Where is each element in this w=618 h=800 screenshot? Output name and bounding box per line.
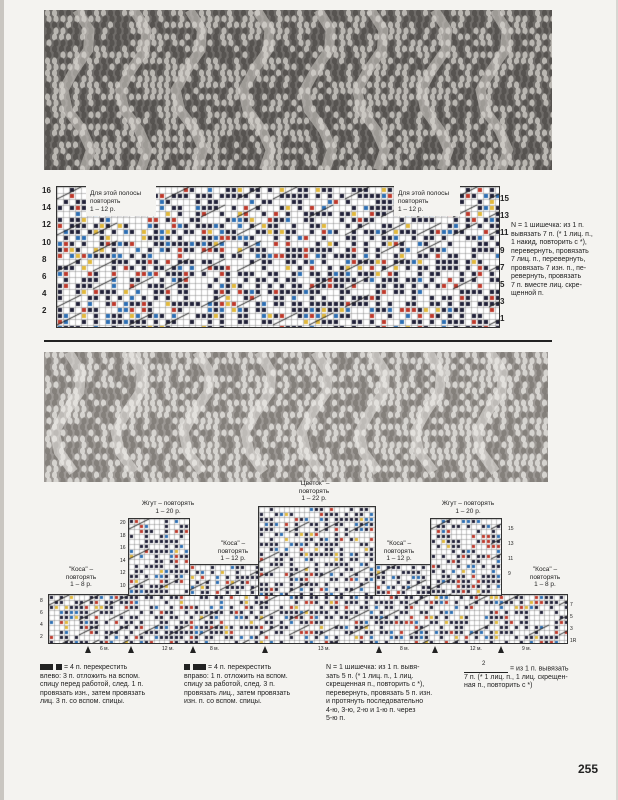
row-number: 9 xyxy=(500,245,505,255)
arrow-up-icon xyxy=(498,646,504,653)
width-mark: 9 м. xyxy=(522,646,531,652)
row-number: 11 xyxy=(500,228,509,238)
arrow-up-icon xyxy=(128,646,134,653)
row-number: 14 xyxy=(42,203,51,213)
legend-cross-right: = 4 п. перекрестить вправо: 1 п. отложить на вспом. спицу за работой, след. 3 п. провязать лиц., затем провязать изн. п. со вспом. спицы. xyxy=(184,664,291,705)
cross-left-symbol xyxy=(40,664,62,670)
label-kosa-2: "Коса" – повторять 1 – 12 р. xyxy=(383,540,415,562)
chart-main-kosa-2 xyxy=(375,564,431,596)
label-kosa-1: "Коса" – повторять 1 – 12 р. xyxy=(217,540,249,562)
row-number: 4 xyxy=(42,289,47,299)
legend-bobble: N = 1 шишечка: из 1 п. вывя- зать 5 п. (* 1 лиц. п., 1 лиц. скрещенная п., повторить с *), перевернуть, провязать 5 п. изн. и протянуть последовательно 4-ю, 3-ю, 2-ю и 1-ю п. через 5-ю п. xyxy=(326,664,433,722)
label-zhgut-left: Жгут – повторять 1 – 20 р. xyxy=(141,500,195,515)
row-number: 7 xyxy=(570,602,573,608)
row-number: 3 xyxy=(500,297,505,307)
row-number: 8 xyxy=(40,598,43,604)
row-number: 15 xyxy=(500,194,509,203)
knitting-photo-top xyxy=(44,10,552,170)
row-number: 7 xyxy=(500,262,505,272)
arrow-up-icon xyxy=(190,646,196,653)
row-number: 3 xyxy=(570,626,573,632)
row-number: 1 xyxy=(500,314,505,324)
row-number: 20 xyxy=(120,520,126,526)
row-number: 10 xyxy=(42,237,51,247)
arrow-up-icon xyxy=(376,646,382,653)
chart-main-zhgut-right xyxy=(430,518,502,596)
label-zhgut-right: Жгут – повторять 1 – 20 р. xyxy=(441,500,495,515)
arrow-up-icon xyxy=(432,646,438,653)
chart-main-zhgut-left xyxy=(128,518,190,596)
label-kosa-left: "Коса" – повторять 1 – 8 р. xyxy=(65,566,97,588)
chart-top-legend: N = 1 шишечка: из 1 п. вывязать 7 п. (* 1 лиц. п., 1 накид, повторить с *), перевернуть, провязать 7 лиц. п., перевернуть, провязать 7 изн. п., пе- ревернуть, провязать 7 п. вместе лиц. скре- щенной п. xyxy=(511,222,593,297)
row-number: 6 xyxy=(42,272,47,281)
row-number: 16 xyxy=(120,545,126,552)
width-mark: 13 м. xyxy=(318,646,330,652)
row-number: 8 xyxy=(42,254,47,264)
row-number: 5 xyxy=(570,614,573,620)
row-number: 4 xyxy=(40,622,43,628)
legend-increase: 2 = из 1 п. вывязать 7 п. (* 1 лиц. п., 1 лиц. скрещен- ная п., повторить с *) xyxy=(464,661,569,690)
label-tsvetok: "Цветок" – повторять 1 – 22 р. xyxy=(298,480,330,502)
arrow-up-icon xyxy=(85,646,91,653)
width-mark: 6 м. xyxy=(100,646,109,652)
row-number: 12 xyxy=(120,570,126,577)
width-mark: 12 м. xyxy=(162,646,174,652)
row-number: 11 xyxy=(508,556,514,562)
width-mark: 8 м. xyxy=(210,646,219,652)
row-number: 13 xyxy=(508,541,514,547)
page-edge xyxy=(0,0,4,800)
row-number: 2 xyxy=(42,306,47,316)
row-number: 13 xyxy=(500,211,509,221)
page-number: 255 xyxy=(577,762,598,776)
row-number: 10 xyxy=(120,583,126,589)
knitting-photo-middle xyxy=(44,352,548,482)
row-number: 15 xyxy=(508,526,514,532)
arrow-up-icon xyxy=(262,646,268,653)
section-divider xyxy=(44,340,552,342)
row-number: 6 xyxy=(40,610,43,616)
chart-top-note-left: Для этой полосы повторять 1 – 12 р. xyxy=(90,190,142,213)
chart-main-base xyxy=(48,594,568,644)
row-number: 2 xyxy=(40,634,43,640)
row-number: 1R xyxy=(570,638,577,644)
row-number: 5 xyxy=(500,280,505,289)
legend-cross-left: = 4 п. перекрестить влево: 3 п. отложить на вспом. спицу перед работой, след. 1 п. провязать изн., затем провязать лиц. 3 п. со вспом. спицы. xyxy=(40,664,146,705)
row-number: 12 xyxy=(42,220,51,230)
row-number: 14 xyxy=(120,557,126,564)
row-number: 16 xyxy=(42,186,51,195)
chart-main-kosa-1 xyxy=(189,564,259,596)
increase-symbol: 2 xyxy=(464,664,508,673)
row-number: 9 xyxy=(508,571,511,577)
chart-top-note-right: Для этой полосы повторять 1 – 12 р. xyxy=(398,190,450,213)
chart-main-tsvetok xyxy=(258,506,376,596)
width-mark: 8 м. xyxy=(400,646,409,652)
width-mark: 12 м. xyxy=(470,646,482,652)
row-number: 18 xyxy=(120,532,126,539)
label-kosa-right: "Коса" – повторять 1 – 8 р. xyxy=(529,566,561,588)
cross-right-symbol xyxy=(184,664,206,670)
